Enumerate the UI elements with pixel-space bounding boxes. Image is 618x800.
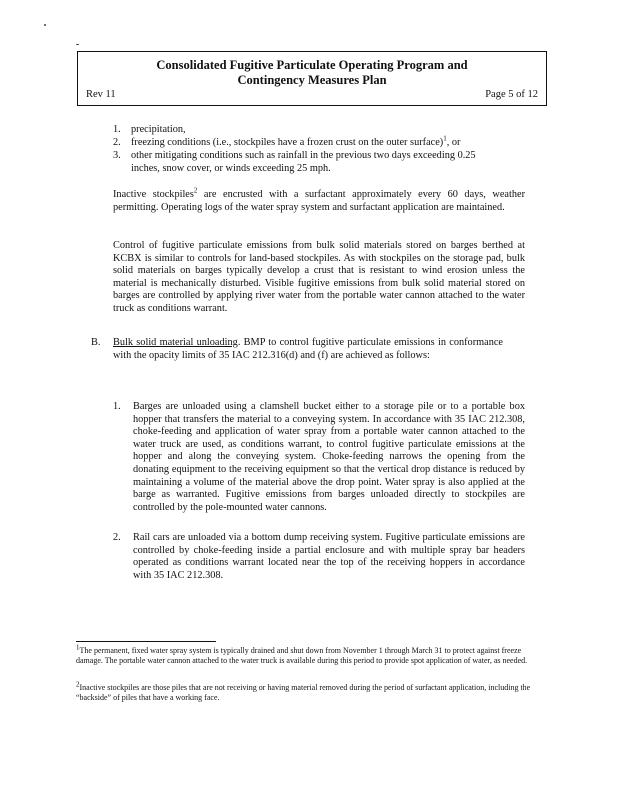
revision-label: Rev 11	[86, 89, 116, 100]
footnote-rule	[76, 641, 216, 642]
footnote-text: Inactive stockpiles are those piles that are not receiving or having material removed during the period of surfactant application, including the “backside” of piles that have a working face.	[76, 683, 531, 702]
section-body: . BMP to control fugitive particulate emissions in conformance with the opacity limits of 35 IAC 212.316(d) and (f) are achieved as follows:	[113, 337, 503, 361]
list-item-body: freezing conditions (i.e., stockpiles have a frozen crust on the outer surface)	[131, 137, 444, 148]
list-item-text: precipitation,	[131, 124, 186, 135]
list-item-text: Barges are unloaded using a clamshell bucket either to a storage pile or to a portable box hopper that transfers the material to a conveying system. In accordance with 35 IAC 212.308, choke-feeding and application of water spray from a portable water cannon attached to the water truck are used, as conditions warrant, to control fugitive particulate emissions at the hopper and along the conveying system. Choke-feeding narrows the opening from the donating equipment to the receiving equipment so that the vertical drop distance is reduced by maintaining a volume of the material above the drop point. Water spray is also applied at the barge as warranted. Fugitive emissions from barges unloaded directly to stockpiles are controlled by the pole-mounted water cannons.	[133, 401, 525, 513]
list-item-text-line-1: other mitigating conditions such as rainfall in the previous two days exceeding 0.25	[131, 150, 476, 161]
footnote-marker: 1	[76, 643, 80, 652]
paragraph-barge-controls: Control of fugitive particulate emissions from bulk solid materials stored on barges berthed at KCBX is similar to controls for land-based stockpiles. As with stockpiles on the storage pad, bulk solid materials on barges typically develop a crust that is resistant to wind erosion unless the material is mechanically disturbed. Visible fugitive emissions from bulk solid material stored on barges are controlled by applying river water from the portable water cannon attached to the water truck as conditions warrant.	[113, 240, 525, 314]
footnote-text: The permanent, fixed water spray system is typically drained and shut down from November 1 through March 31 to protect against freeze damage. The portable water cannon attached to the water truck is available during this period to provide spot application of water, as needed.	[76, 646, 528, 665]
footnote-ref: 2	[193, 186, 198, 195]
list-number: 3.	[113, 150, 121, 161]
list-number: 2.	[113, 137, 121, 148]
list-number: 1.	[113, 401, 121, 412]
paragraph-rest: are encrusted with a surfactant approximately every 60 days, weather permitting. Operating logs of the water spray system and surfactant application are maintained.	[113, 189, 525, 213]
title-line-2: Contingency Measures Plan	[237, 73, 387, 87]
list-item-text: Rail cars are unloaded via a bottom dump receiving system. Fugitive particulate emissions are controlled by choke-feeding inside a partial enclosure and with multiple spray bar headers operated as conditions warrant located near the top of the receiving hoppers in accordance with 35 IAC 212.308.	[133, 532, 525, 581]
list-item	[113, 401, 543, 521]
list-number: 2.	[113, 532, 121, 543]
list-item	[113, 532, 543, 592]
footnote-1	[76, 643, 544, 665]
list-item	[113, 134, 543, 150]
paragraph-lead: Inactive stockpiles	[113, 189, 194, 200]
list-number: 1.	[113, 124, 121, 135]
page-number: Page 5 of 12	[485, 89, 538, 100]
footnote-ref: 1	[443, 134, 447, 143]
title-line-1: Consolidated Fugitive Particulate Operating Program and	[156, 58, 468, 72]
list-item-text	[131, 134, 461, 150]
section-b	[91, 337, 531, 377]
list-item-tail: , or	[446, 137, 461, 148]
header-box	[77, 51, 547, 106]
list-item-text-line-2: inches, snow cover, or winds exceeding 25 mph.	[131, 162, 331, 174]
footnote-marker: 2	[76, 680, 80, 689]
list-item	[113, 150, 545, 176]
section-letter: B.	[91, 337, 101, 348]
document-title	[78, 58, 546, 88]
section-heading: Bulk solid material unloading	[113, 337, 238, 348]
list-item	[113, 124, 543, 137]
scan-speck	[44, 24, 46, 26]
paragraph-inactive-stockpiles	[113, 186, 525, 214]
section-b-text	[113, 337, 503, 362]
scan-speck	[76, 44, 79, 45]
footnote-2	[76, 680, 544, 702]
